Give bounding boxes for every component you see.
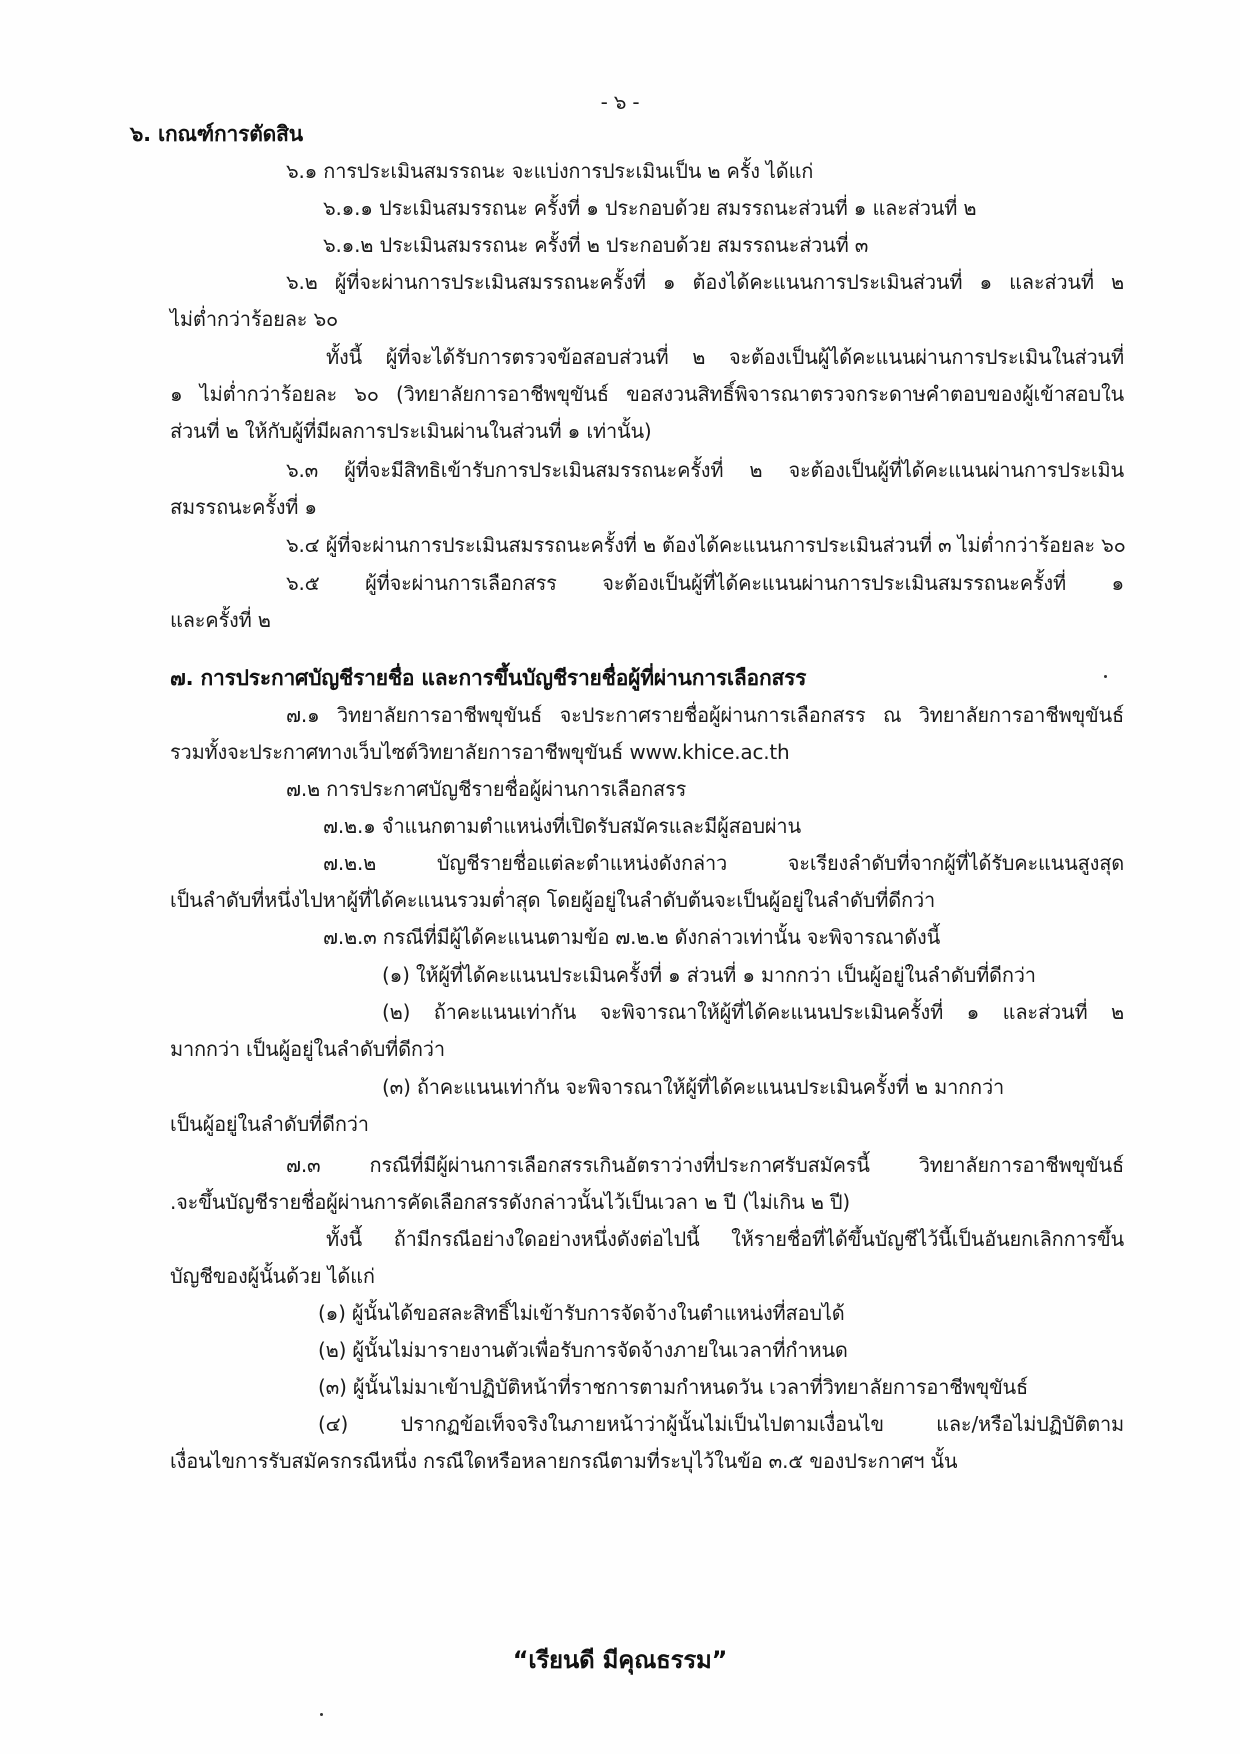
item-6-4: ๖.๔ ผู้ที่จะผ่านการประเมินสมรรถนะครั้งที่ ๒ ต้องได้คะแนนการประเมินส่วนที่ ๓ ไม่ต่ำกว่าร้อยละ ๖๐ <box>286 533 1126 557</box>
item-7-2-3-2-cont: มากกว่า เป็นผู้อยู่ในลำดับที่ดีกว่า <box>170 1037 445 1061</box>
scan-speck <box>320 1713 323 1716</box>
item-7-2-3-1: (๑) ให้ผู้ที่ได้คะแนนประเมินครั้งที่ ๑ ส่วนที่ ๑ มากกว่า เป็นผู้อยู่ในลำดับที่ดีกว่า <box>382 963 1036 987</box>
condition-4-cont: เงื่อนไขการรับสมัครกรณีหนึ่ง กรณีใดหรือหลายกรณีตามที่ระบุไว้ในข้อ ๓.๕ ของประกาศฯ นั้น <box>170 1449 958 1473</box>
item-6-3: ๖.๓ ผู้ที่จะมีสิทธิเข้ารับการประเมินสมรรถนะครั้งที่ ๒ จะต้องเป็นผู้ที่ได้คะแนนผ่านการประเมิน <box>286 458 1124 482</box>
item-7-2: ๗.๒ การประกาศบัญชีรายชื่อผู้ผ่านการเลือกสรร <box>286 777 687 801</box>
item-6-2-note-cont2: ส่วนที่ ๒ ให้กับผู้ที่มีผลการประเมินผ่านในส่วนที่ ๑ เท่านั้น) <box>170 419 652 443</box>
item-7-2-2-cont: เป็นลำดับที่หนึ่งไปหาผู้ที่ได้คะแนนรวมต่ำสุด โดยผู้อยู่ในลำดับต้นจะเป็นผู้อยู่ในลำดับที่ดีกว่า <box>170 888 936 912</box>
item-6-1-1: ๖.๑.๑ ประเมินสมรรถนะ ครั้งที่ ๑ ประกอบด้วย สมรรถนะส่วนที่ ๑ และส่วนที่ ๒ <box>323 196 977 220</box>
item-7-3-cont: .จะขึ้นบัญชีรายชื่อผู้ผ่านการคัดเลือกสรรดังกล่าวนั้นไว้เป็นเวลา ๒ ปี (ไม่เกิน ๒ ปี) <box>170 1190 851 1214</box>
item-7-3: ๗.๓ กรณีที่มีผู้ผ่านการเลือกสรรเกินอัตราว่างที่ประกาศรับสมัครนี้ วิทยาลัยการอาชีพขุขันธ์ <box>286 1153 1124 1177</box>
item-6-1-2: ๖.๑.๒ ประเมินสมรรถนะ ครั้งที่ ๒ ประกอบด้วย สมรรถนะส่วนที่ ๓ <box>323 233 869 257</box>
scan-speck <box>1104 675 1107 678</box>
item-6-2-note: ทั้งนี้ ผู้ที่จะได้รับการตรวจข้อสอบส่วนที่ ๒ จะต้องเป็นผู้ได้คะแนนผ่านการประเมินในส่วนที่ <box>326 345 1124 369</box>
item-7-2-3-3-cont: เป็นผู้อยู่ในลำดับที่ดีกว่า <box>170 1112 369 1136</box>
item-7-2-2: ๗.๒.๒ บัญชีรายชื่อแต่ละตำแหน่งดังกล่าว จะเรียงลำดับที่จากผู้ที่ได้รับคะแนนสูงสุด <box>323 851 1124 875</box>
item-7-3-note-cont: บัญชีของผู้นั้นด้วย ได้แก่ <box>170 1264 375 1288</box>
item-6-3-cont: สมรรถนะครั้งที่ ๑ <box>170 495 317 519</box>
condition-1: (๑) ผู้นั้นได้ขอสละสิทธิ์ไม่เข้ารับการจัดจ้างในตำแหน่งที่สอบได้ <box>318 1301 845 1325</box>
section-6-heading: ๖. เกณฑ์การตัดสิน <box>130 122 303 146</box>
item-7-3-note: ทั้งนี้ ถ้ามีกรณีอย่างใดอย่างหนึ่งดังต่อไปนี้ ให้รายชื่อที่ได้ขึ้นบัญชีไว้นี้เป็นอันยกเลิกการขึ้น <box>326 1227 1124 1251</box>
condition-4: (๔) ปรากฏข้อเท็จจริงในภายหน้าว่าผู้นั้นไม่เป็นไปตามเงื่อนไข และ/หรือไม่ปฏิบัติตาม <box>318 1412 1124 1436</box>
item-7-2-3-2: (๒) ถ้าคะแนนเท่ากัน จะพิจารณาให้ผู้ที่ได้คะแนนประเมินครั้งที่ ๑ และส่วนที่ ๒ <box>382 1000 1124 1024</box>
section-7-heading: ๗. การประกาศบัญชีรายชื่อ และการขึ้นบัญชีรายชื่อผู้ที่ผ่านการเลือกสรร <box>170 666 807 690</box>
page-number: - ๖ - <box>600 90 640 114</box>
item-7-1-cont: รวมทั้งจะประกาศทางเว็บไซต์วิทยาลัยการอาชีพขุขันธ์ www.khice.ac.th <box>170 740 790 764</box>
item-7-2-1: ๗.๒.๑ จำแนกตามตำแหน่งที่เปิดรับสมัครและมีผู้สอบผ่าน <box>323 814 801 838</box>
item-7-1: ๗.๑ วิทยาลัยการอาชีพขุขันธ์ จะประกาศรายชื่อผู้ผ่านการเลือกสรร ณ วิทยาลัยการอาชีพขุขันธ์ <box>286 703 1124 727</box>
item-6-5: ๖.๕ ผู้ที่จะผ่านการเลือกสรร จะต้องเป็นผู้ที่ได้คะแนนผ่านการประเมินสมรรถนะครั้งที่ ๑ <box>286 571 1124 595</box>
item-6-2: ๖.๒ ผู้ที่จะผ่านการประเมินสมรรถนะครั้งที่ ๑ ต้องได้คะแนนการประเมินส่วนที่ ๑ และส่วนที่ ๒ <box>286 270 1124 294</box>
condition-2: (๒) ผู้นั้นไม่มารายงานตัวเพื่อรับการจัดจ้างภายในเวลาที่กำหนด <box>318 1338 848 1362</box>
item-7-2-3: ๗.๒.๓ กรณีที่มีผู้ได้คะแนนตามข้อ ๗.๒.๒ ดังกล่าวเท่านั้น จะพิจารณาดังนี้ <box>323 925 941 949</box>
item-6-2-cont: ไม่ต่ำกว่าร้อยละ ๖๐ <box>170 307 338 331</box>
item-6-2-note-cont1: ๑ ไม่ต่ำกว่าร้อยละ ๖๐ (วิทยาลัยการอาชีพขุขันธ์ ขอสงวนสิทธิ์พิจารณาตรวจกระดาษคำตอบของผู้เข้าสอบใน <box>170 382 1124 406</box>
item-6-1: ๖.๑ การประเมินสมรรถนะ จะแบ่งการประเมินเป็น ๒ ครั้ง ได้แก่ <box>286 159 814 183</box>
item-6-5-cont: และครั้งที่ ๒ <box>170 608 271 632</box>
item-7-2-3-3: (๓) ถ้าคะแนนเท่ากัน จะพิจารณาให้ผู้ที่ได้คะแนนประเมินครั้งที่ ๒ มากกว่า <box>382 1075 1005 1099</box>
footer-motto: “เรียนดี มีคุณธรรม” <box>512 1646 728 1674</box>
condition-3: (๓) ผู้นั้นไม่มาเข้าปฏิบัติหน้าที่ราชการตามกำหนดวัน เวลาที่วิทยาลัยการอาชีพขุขันธ์ <box>318 1375 1029 1399</box>
